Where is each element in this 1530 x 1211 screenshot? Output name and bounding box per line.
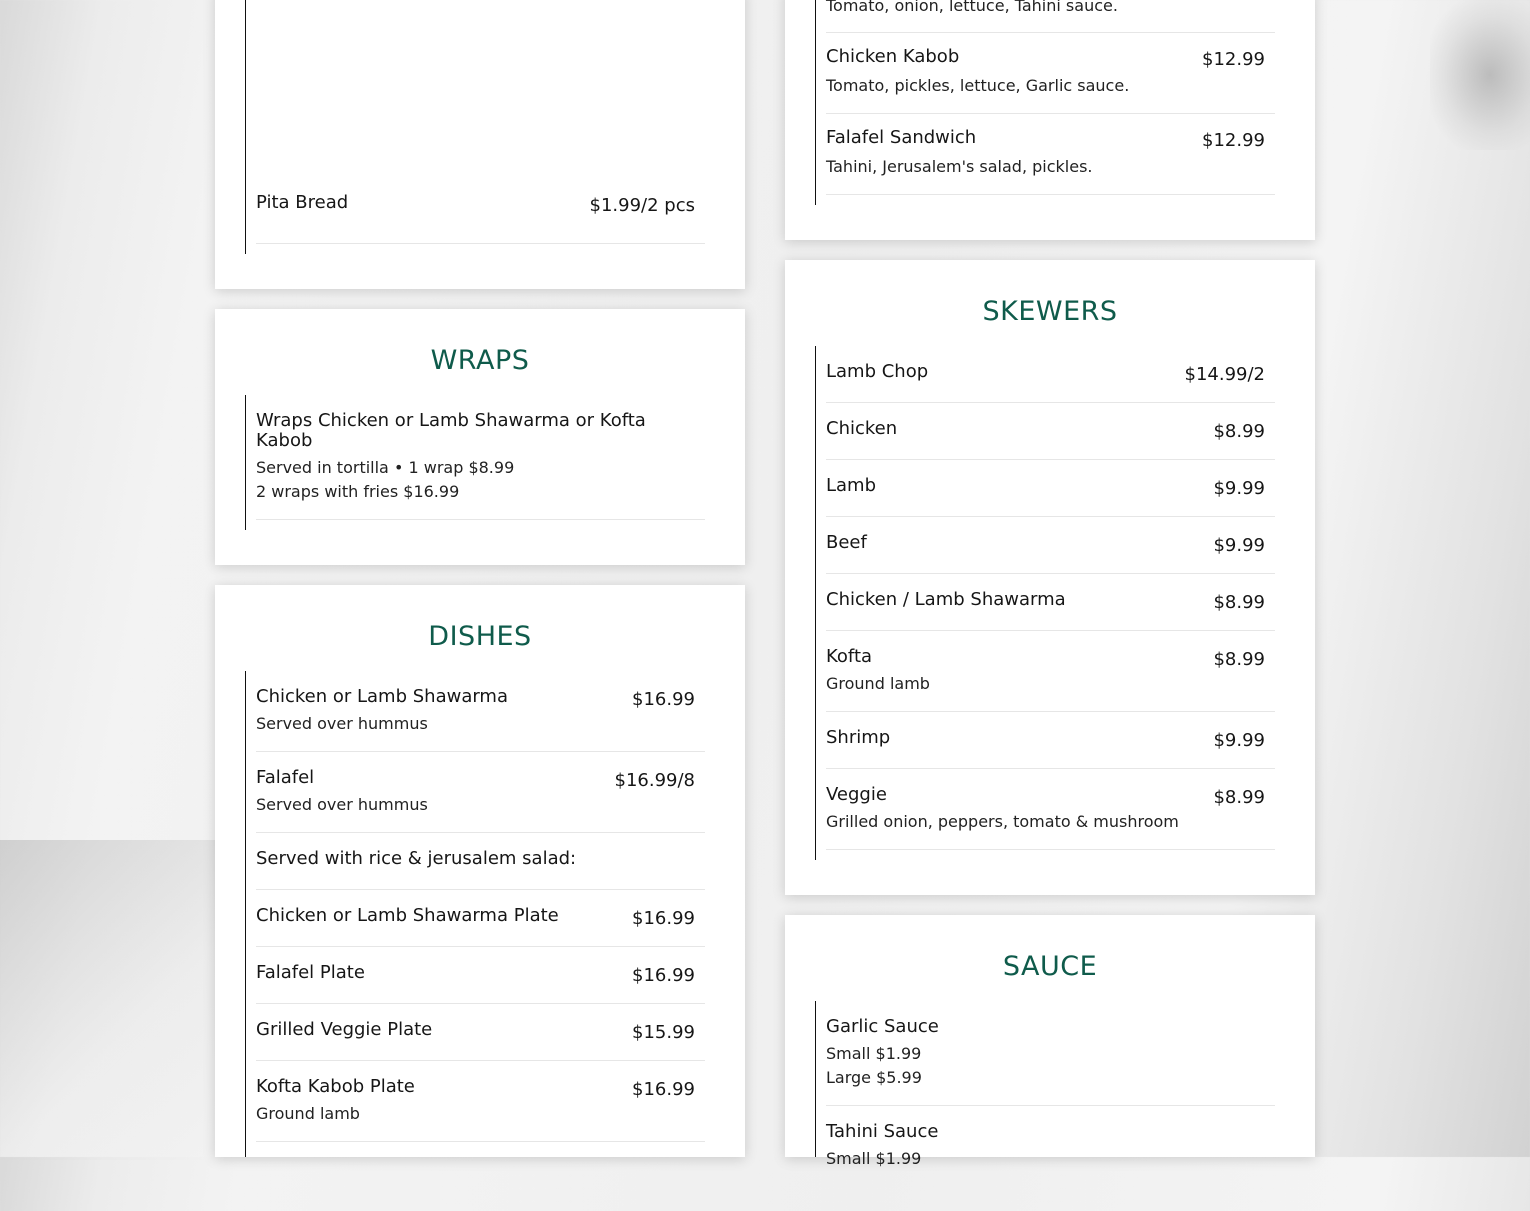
background-shadow xyxy=(1430,0,1530,150)
menu-item-price: $15.99 xyxy=(632,1022,695,1043)
menu-item-price: $9.99 xyxy=(1213,535,1265,556)
menu-item-price: $12.99 xyxy=(1202,130,1265,151)
menu-divider-line xyxy=(245,0,246,254)
menu-item xyxy=(256,1061,705,1142)
section-title: SAUCE xyxy=(1002,951,1098,982)
menu-item xyxy=(826,1106,1275,1211)
menu-item-name: Lamb Chop xyxy=(826,361,929,382)
menu-item-price: $8.99 xyxy=(1213,421,1265,442)
menu-divider-line xyxy=(815,346,816,860)
menu-item-name: Shrimp xyxy=(826,727,891,748)
menu-item-description: Ground lamb xyxy=(826,674,930,693)
menu-item-name: Falafel Sandwich xyxy=(826,127,977,148)
menu-item-description: Ground lamb xyxy=(256,1104,360,1123)
menu-item-price: $8.99 xyxy=(1213,787,1265,808)
menu-divider-line xyxy=(245,395,246,530)
menu-item-price: $16.99/8 xyxy=(614,770,695,791)
menu-item-description: Grilled onion, peppers, tomato & mushroom xyxy=(826,812,1179,831)
menu-item xyxy=(256,890,705,947)
menu-item-name: Wraps Chicken or Lamb Shawarma or Kofta Kabob xyxy=(256,410,646,451)
menu-item-price: $12.99 xyxy=(1202,49,1265,70)
menu-card-wraps xyxy=(215,309,745,565)
menu-divider-line xyxy=(815,1001,816,1157)
menu-item xyxy=(826,631,1275,712)
menu-card-dishes xyxy=(215,585,745,1157)
menu-divider-line xyxy=(815,0,816,205)
menu-subheading xyxy=(256,833,705,890)
menu-item-name: Grilled Veggie Plate xyxy=(256,1019,433,1040)
menu-item-name: Kofta Kabob Plate xyxy=(256,1076,415,1097)
menu-item-description: Tahini, Jerusalem's salad, pickles. xyxy=(826,157,1093,176)
menu-item-description: Served over hummus xyxy=(256,714,428,733)
menu-item xyxy=(826,517,1275,574)
menu-item xyxy=(826,460,1275,517)
menu-item xyxy=(256,395,705,520)
menu-item-price: $16.99 xyxy=(632,689,695,710)
background-shadow xyxy=(0,840,215,1160)
menu-item-price: $8.99 xyxy=(1213,592,1265,613)
menu-item-name: Falafel xyxy=(256,767,315,788)
menu-item-price: $8.99 xyxy=(1213,649,1265,670)
menu-item-price: $14.99/2 xyxy=(1184,364,1265,385)
menu-item xyxy=(826,114,1275,195)
menu-item xyxy=(826,403,1275,460)
menu-item xyxy=(826,0,1275,33)
menu-item-description: Served in tortilla • 1 wrap $8.99 xyxy=(256,458,515,477)
menu-item-name: Tahini Sauce xyxy=(826,1121,939,1142)
menu-item-name: Chicken or Lamb Shawarma xyxy=(256,686,508,707)
section-title: SKEWERS xyxy=(982,296,1118,327)
menu-item-name: Chicken xyxy=(826,418,898,439)
menu-item xyxy=(256,190,705,244)
menu-item-price: $9.99 xyxy=(1213,478,1265,499)
menu-item-name: Pita Bread xyxy=(256,192,349,213)
menu-item-name: Lamb xyxy=(826,475,877,496)
menu-item xyxy=(256,752,705,833)
menu-item-name: Chicken or Lamb Shawarma Plate xyxy=(256,905,559,926)
section-title: DISHES xyxy=(428,621,532,652)
menu-item-price: $9.99 xyxy=(1213,730,1265,751)
menu-item-price: $16.99 xyxy=(632,908,695,929)
menu-item-name: Beef xyxy=(826,532,867,553)
menu-item-name: Veggie xyxy=(826,784,887,805)
menu-item xyxy=(256,1004,705,1061)
menu-item xyxy=(826,33,1275,114)
menu-item xyxy=(826,712,1275,769)
menu-card-sandwiches xyxy=(785,0,1315,240)
menu-item-description: Small $1.99 xyxy=(826,1044,922,1063)
menu-subheading-text: Served with rice & jerusalem salad: xyxy=(256,848,577,869)
menu-item-description: Served over hummus xyxy=(256,795,428,814)
menu-item-name: Chicken Kabob xyxy=(826,46,960,67)
menu-item-description: Large $5.99 xyxy=(826,1068,922,1087)
menu-item-name: Kofta xyxy=(826,646,873,667)
menu-card-sauce xyxy=(785,915,1315,1168)
section-title: WRAPS xyxy=(430,345,530,376)
menu-item-name: Falafel Plate xyxy=(256,962,365,983)
menu-item xyxy=(826,769,1275,850)
menu-item-name: Garlic Sauce xyxy=(826,1016,939,1037)
menu-item-description: Tomato, onion, lettuce, Tahini sauce. xyxy=(826,0,1118,15)
menu-item-description: 2 wraps with fries $16.99 xyxy=(256,482,460,501)
menu-item-description: Tomato, pickles, lettuce, Garlic sauce. xyxy=(826,76,1130,95)
menu-divider-line xyxy=(245,671,246,1157)
menu-item-price: $1.99/2 pcs xyxy=(589,195,695,216)
menu-item xyxy=(256,671,705,752)
menu-item xyxy=(256,947,705,1004)
menu-card-sides xyxy=(215,0,745,289)
menu-item xyxy=(826,346,1275,403)
menu-item-name: Chicken / Lamb Shawarma xyxy=(826,589,1066,610)
menu-item-description: Small $1.99 xyxy=(826,1149,922,1168)
menu-card-skewers xyxy=(785,260,1315,895)
menu-item xyxy=(826,1001,1275,1106)
menu-item-price: $16.99 xyxy=(632,1079,695,1100)
menu-item xyxy=(826,574,1275,631)
menu-item-price: $16.99 xyxy=(632,965,695,986)
